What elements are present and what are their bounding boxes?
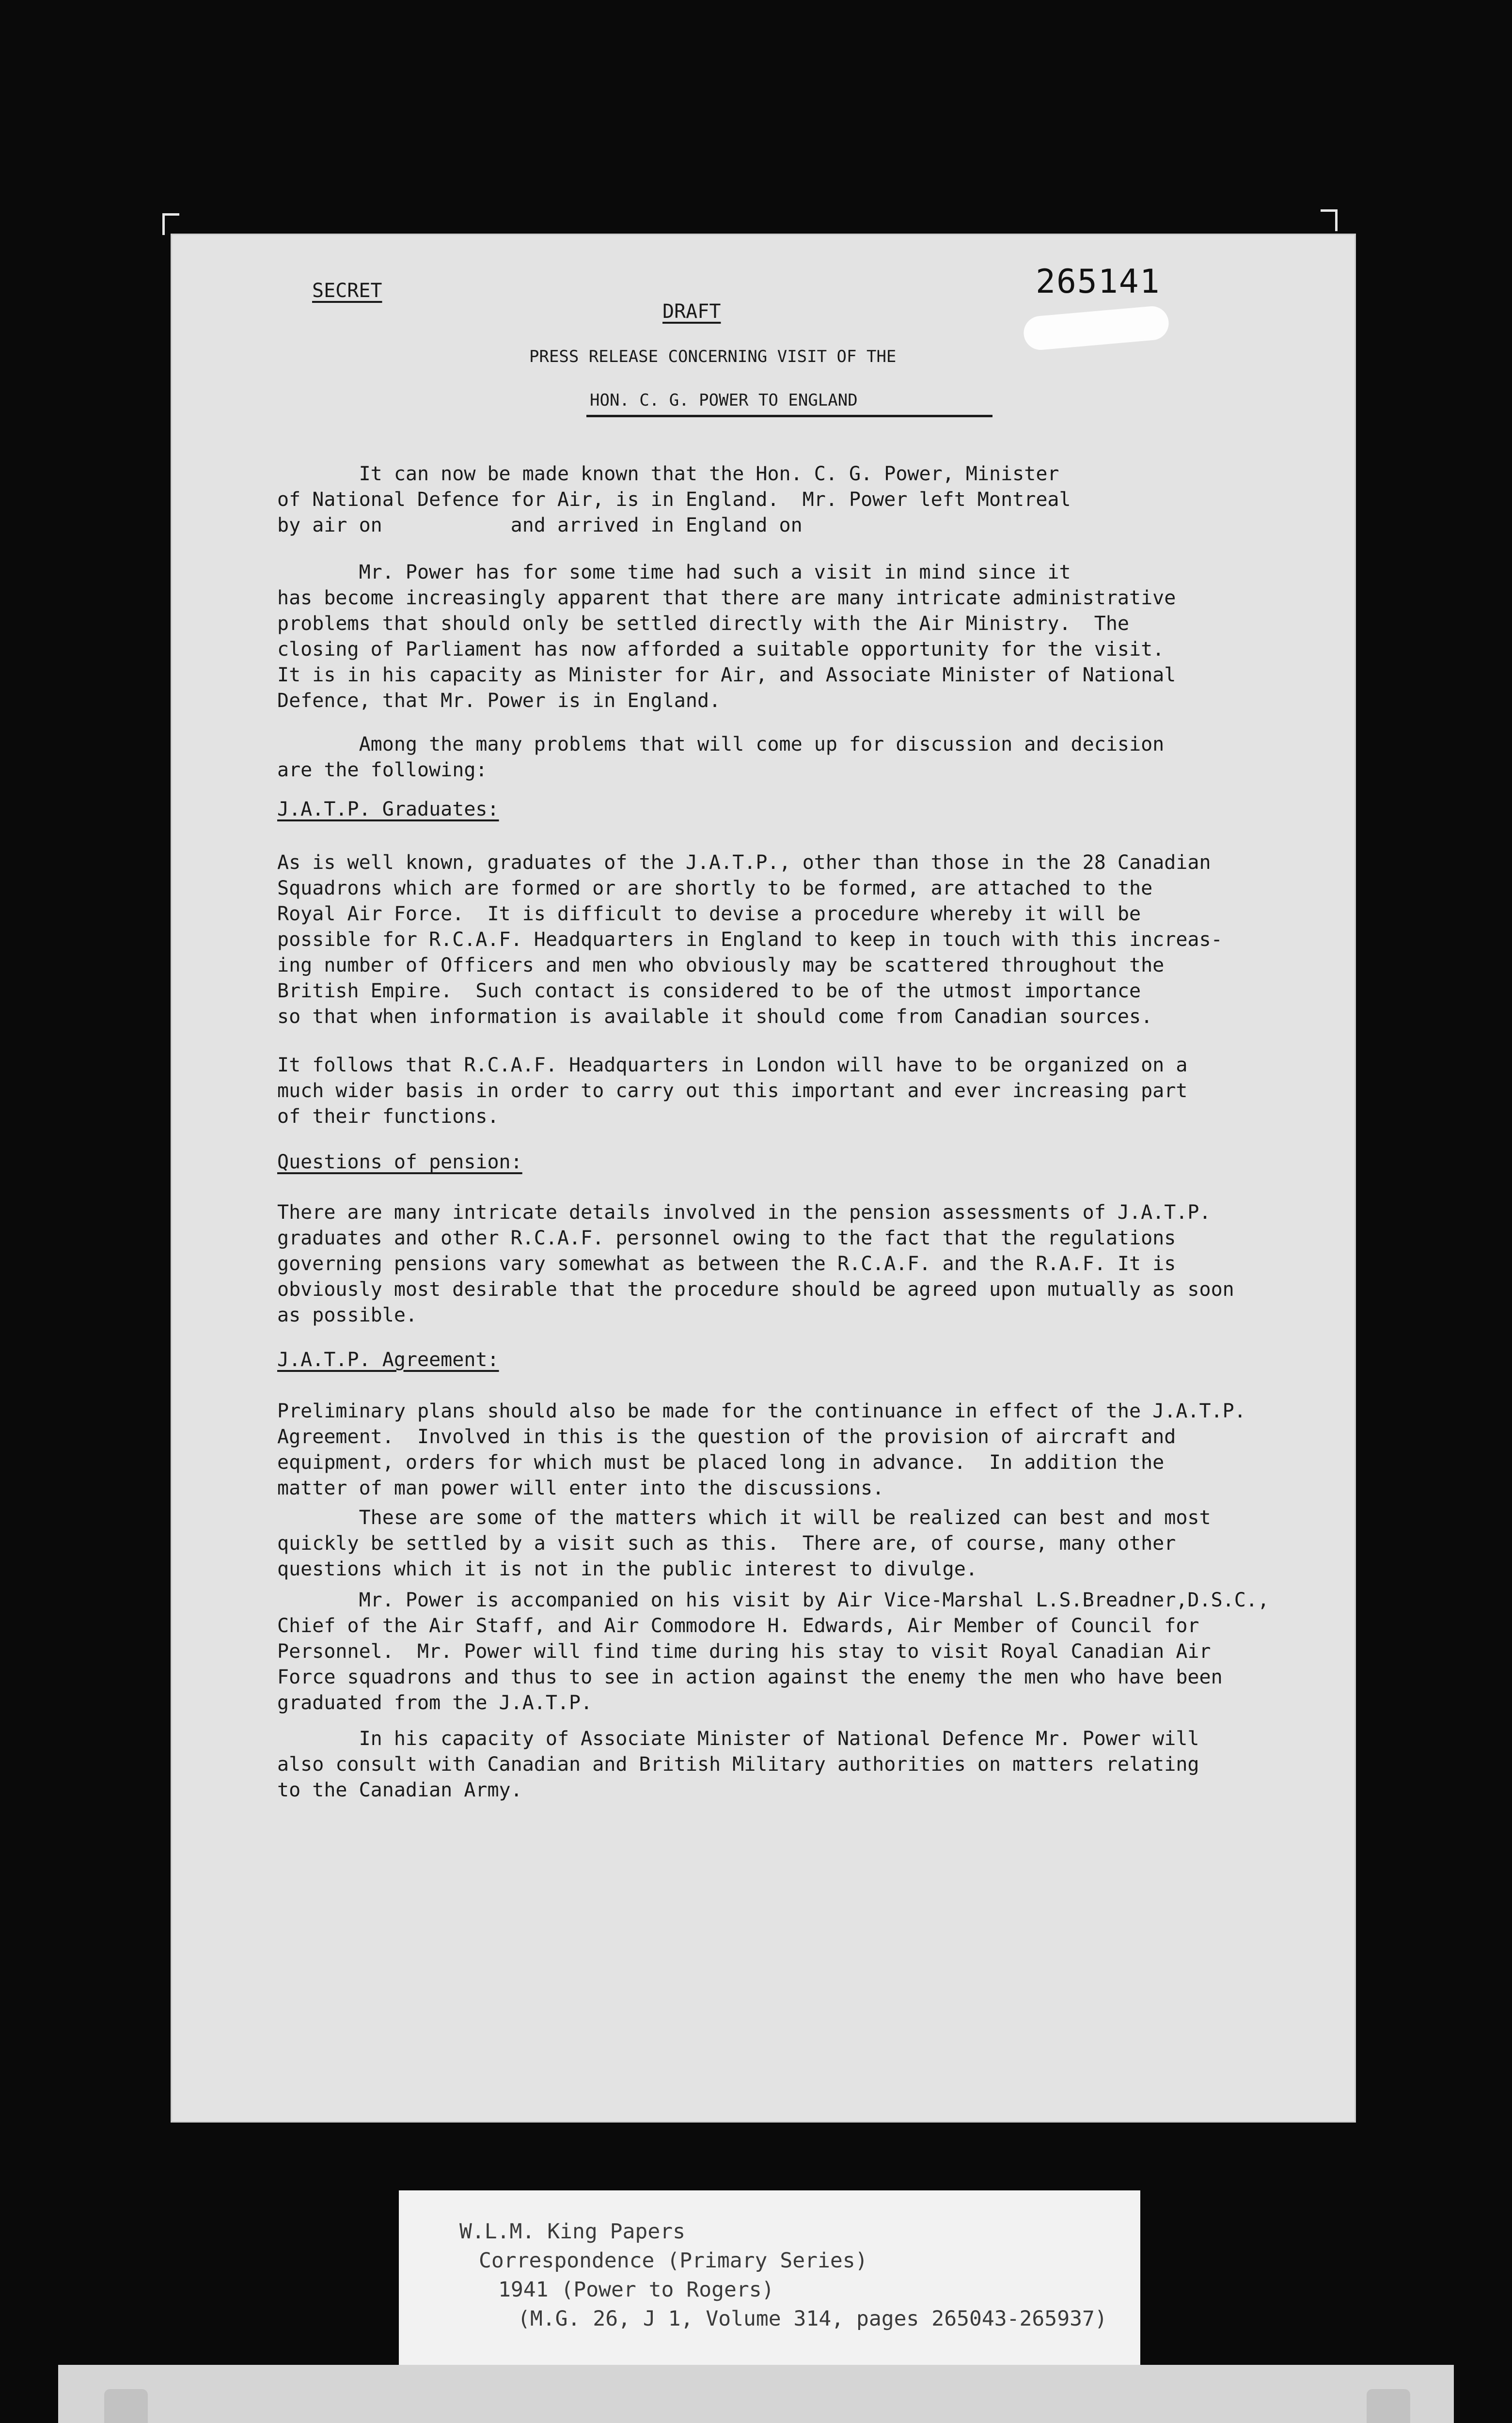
corner-bracket-right (1321, 209, 1338, 231)
text-line: obviously most desirable that the procedure should be agreed upon mutually as soon (277, 1278, 1234, 1301)
paragraph-problems-intro (277, 732, 1164, 783)
text-line: has become increasingly apparent that there are many intricate administrative (277, 587, 1176, 609)
text-line: questions which it is not in the public interest to divulge. (277, 1558, 977, 1580)
text-line: graduates and other R.C.A.F. personnel owing to the fact that the regulations (277, 1227, 1176, 1249)
text-line: graduated from the J.A.T.P. (277, 1692, 593, 1714)
text-line: It follows that R.C.A.F. Headquarters in London will have to be organized on a (277, 1054, 1188, 1076)
text-line: Among the many problems that will come up for discussion and decision (277, 733, 1165, 755)
text-line: As is well known, graduates of the J.A.T.P., other than those in the 28 Canadian (277, 851, 1211, 874)
text-line: so that when information is available it should come from Canadian sources. (277, 1006, 1153, 1028)
text-line: also consult with Canadian and British Military authorities on matters relating (277, 1753, 1199, 1776)
text-line: There are many intricate details involved in the pension assessments of J.A.T.P. (277, 1201, 1211, 1224)
classification-label: SECRET (312, 280, 382, 302)
text-line: Royal Air Force. It is difficult to devise a procedure whereby it will be (277, 903, 1141, 925)
text-line: as possible. (277, 1304, 417, 1326)
text-line: Preliminary plans should also be made for the continuance in effect of the J.A.T.P. (277, 1400, 1246, 1422)
text-line: equipment, orders for which must be placed long in advance. In addition the (277, 1451, 1165, 1474)
paragraph-pension (277, 1200, 1234, 1328)
stamp-mark (1023, 305, 1170, 351)
heading-jatp-graduates: J.A.T.P. Graduates: (277, 798, 499, 820)
text-line: Agreement. Involved in this is the question of the provision of aircraft and (277, 1426, 1176, 1448)
heading-pension: Questions of pension: (277, 1151, 522, 1173)
text-line: to the Canadian Army. (277, 1779, 522, 1801)
title-line-2: HON. C. G. POWER TO ENGLAND (590, 391, 858, 410)
text-line: Chief of the Air Staff, and Air Commodore H. Edwards, Air Member of Council for (277, 1615, 1199, 1637)
text-line: are the following: (277, 759, 488, 781)
text-line: much wider basis in order to carry out this important and ever increasing part (277, 1080, 1188, 1102)
label-line-3: 1941 (Power to Rogers) (498, 2278, 774, 2302)
banner-clip-right (1367, 2389, 1410, 2423)
paragraph-graduates (277, 850, 1223, 1030)
text-line: matter of man power will enter into the discussions. (277, 1477, 884, 1499)
label-line-1: W.L.M. King Papers (459, 2219, 685, 2244)
text-line: ing number of Officers and men who obviously may be scattered throughout the (277, 954, 1165, 976)
label-line-4: (M.G. 26, J 1, Volume 314, pages 265043-265937) (518, 2307, 1107, 2331)
paragraph-agreement (277, 1399, 1246, 1501)
text-line: It can now be made known that the Hon. C. G. Power, Minister (277, 463, 1059, 485)
text-line: Personnel. Mr. Power will find time during his stay to visit Royal Canadian Air (277, 1640, 1211, 1663)
document-number: 265141 (1036, 263, 1161, 301)
text-line: closing of Parliament has now afforded a suitable opportunity for the visit. (277, 638, 1165, 661)
text-line: problems that should only be settled directly with the Air Ministry. The (277, 613, 1129, 635)
document-page (171, 234, 1356, 2123)
text-line: Squadrons which are formed or are shortly to be formed, are attached to the (277, 877, 1153, 899)
paragraph-headquarters (277, 1053, 1187, 1130)
paragraph-intro (277, 461, 1071, 538)
archive-reference-label (399, 2190, 1140, 2368)
paragraph-accompanied (277, 1588, 1269, 1716)
text-line: quickly be settled by a visit such as this. There are, of course, many other (277, 1532, 1176, 1555)
text-line: Mr. Power is accompanied on his visit by Air Vice-Marshal L.S.Breadner,D.S.C., (277, 1589, 1269, 1611)
paragraph-military (277, 1726, 1199, 1803)
paragraph-matters (277, 1505, 1211, 1582)
text-line: of National Defence for Air, is in England. Mr. Power left Montreal (277, 488, 1071, 511)
draft-label: DRAFT (662, 300, 721, 323)
label-line-2: Correspondence (Primary Series) (479, 2249, 868, 2273)
heading-jatp-agreement: J.A.T.P. Agreement: (277, 1349, 499, 1371)
text-line: Defence, that Mr. Power is in England. (277, 690, 721, 712)
text-line: of their functions. (277, 1105, 499, 1128)
public-archives-banner (58, 2365, 1454, 2423)
text-line: by air on and arrived in England on (277, 514, 803, 536)
text-line: British Empire. Such contact is considered to be of the utmost importance (277, 980, 1141, 1002)
title-underline (586, 415, 992, 417)
text-line: It is in his capacity as Minister for Air, and Associate Minister of National (277, 664, 1176, 686)
text-line: governing pensions vary somewhat as between the R.C.A.F. and the R.A.F. It is (277, 1253, 1176, 1275)
banner-clip-left (104, 2389, 148, 2423)
text-line: These are some of the matters which it will be realized can best and most (277, 1507, 1211, 1529)
text-line: In his capacity of Associate Minister of National Defence Mr. Power will (277, 1728, 1199, 1750)
title-line-1: PRESS RELEASE CONCERNING VISIT OF THE (529, 347, 897, 366)
corner-bracket-left (162, 213, 179, 235)
text-line: possible for R.C.A.F. Headquarters in England to keep in touch with this increas- (277, 928, 1223, 951)
text-line: Mr. Power has for some time had such a visit in mind since it (277, 561, 1071, 583)
text-line: Force squadrons and thus to see in action against the enemy the men who have been (277, 1666, 1223, 1688)
paragraph-purpose (277, 560, 1176, 714)
